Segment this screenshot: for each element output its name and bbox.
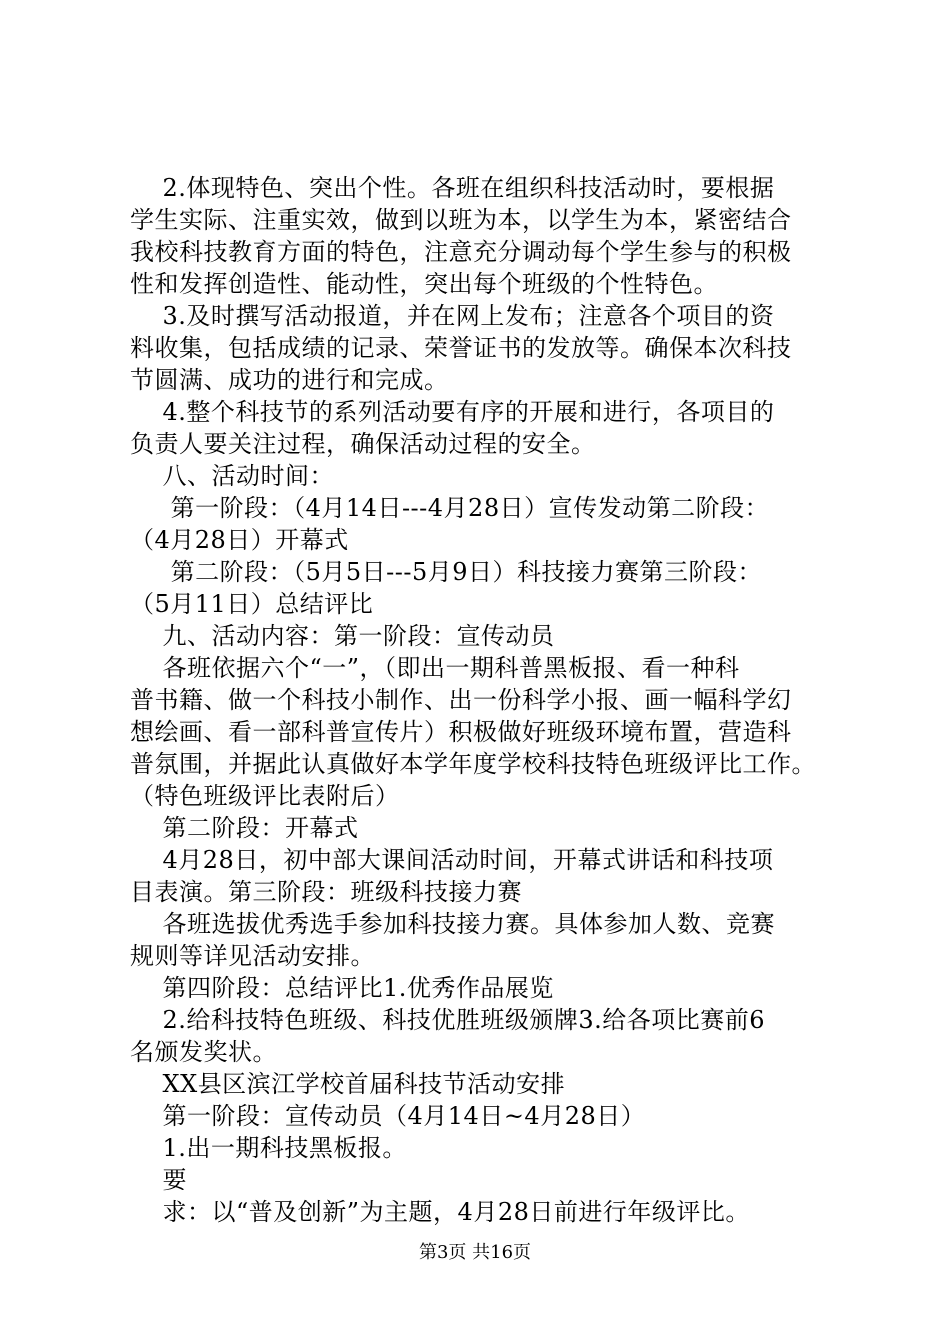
paragraph-line: 节圆满、成功的进行和完成。 [130,366,449,394]
paragraph-line: 料收集，包括成绩的记录、荣誉证书的发放等。确保本次科技 [130,334,792,362]
paragraph-line: 目表演。第三阶段：班级科技接力赛 [130,878,522,906]
paragraph-line: 普书籍、做一个科技小制作、出一份科学小报、画一幅科学幻 [130,686,792,714]
paragraph-line: 第四阶段：总结评比1.优秀作品展览 [130,974,554,1002]
document-subtitle: XX县区滨江学校首届科技节活动安排 [130,1070,566,1098]
paragraph-line: 性和发挥创造性、能动性，突出每个班级的个性特色。 [130,270,718,298]
paragraph-line: 负责人要关注过程，确保活动过程的安全。 [130,430,596,458]
paragraph-line: 想绘画、看一部科普宣传片）积极做好班级环境布置，营造科 [130,718,792,746]
paragraph-line: 3.及时撰写活动报道，并在网上发布；注意各个项目的资 [130,302,775,330]
paragraph-line: （特色班级评比表附后） [130,782,400,810]
paragraph-line: 2.体现特色、突出个性。各班在组织科技活动时，要根据 [130,174,775,202]
paragraph-line: 求：以“普及创新”为主题，4月28日前进行年级评比。 [130,1198,750,1226]
section-heading: 八、活动时间： [130,462,335,490]
page-number-footer: 第3页 共16页 [418,1242,532,1263]
paragraph-line: 第二阶段：开幕式 [130,814,359,842]
paragraph-line: 第一阶段：宣传动员（4月14日~4月28日） [130,1102,646,1130]
paragraph-line: 名颁发奖状。 [130,1038,277,1066]
paragraph-line: 规则等详见活动安排。 [130,942,375,970]
paragraph-line: 各班选拔优秀选手参加科技接力赛。具体参加人数、竞赛 [130,910,776,938]
paragraph-line: 4.整个科技节的系列活动要有序的开展和进行，各项目的 [130,398,775,426]
paragraph-line: 我校科技教育方面的特色，注意充分调动每个学生参与的积极 [130,238,792,266]
paragraph-line: 2.给科技特色班级、科技优胜班级颁牌3.给各项比赛前6 [130,1006,766,1034]
paragraph-line: 普氛围，并据此认真做好本学年度学校科技特色班级评比工作。 [130,750,816,778]
paragraph-line: （4月28日）开幕式 [130,526,349,554]
paragraph-line: 第一阶段：（4月14日---4月28日）宣传发动第二阶段： [130,494,770,522]
paragraph-line: （5月11日）总结评比 [130,590,374,618]
paragraph-line: 1.出一期科技黑板报。 [130,1134,407,1162]
document-body [130,172,830,1228]
paragraph-line: 要 [130,1166,188,1194]
paragraph-line: 学生实际、注重实效，做到以班为本，以学生为本，紧密结合 [130,206,792,234]
section-heading: 九、活动内容：第一阶段：宣传动员 [130,622,555,650]
paragraph-line: 各班依据六个“一”，（即出一期科普黑板报、看一种科 [130,654,740,682]
paragraph-line: 4月28日，初中部大课间活动时间，开幕式讲话和科技项 [130,846,774,874]
paragraph-line: 第二阶段：（5月5日---5月9日）科技接力赛第三阶段： [130,558,763,586]
